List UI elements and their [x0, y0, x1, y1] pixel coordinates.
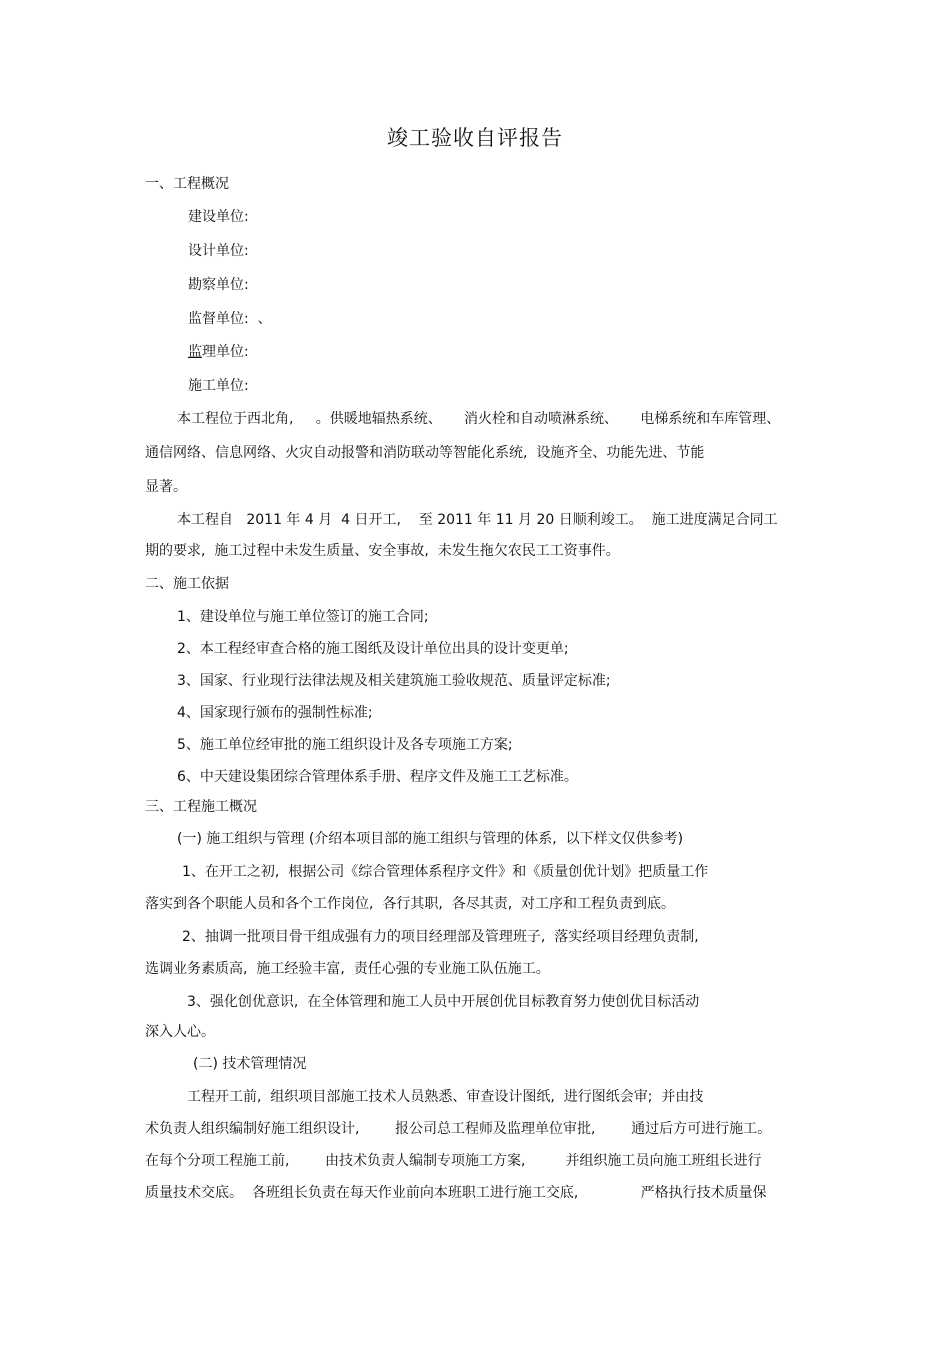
section-heading-overview: 一、工程概况 [145, 176, 229, 192]
field-contractor-unit: 施工单位: [188, 378, 249, 394]
field-survey-unit: 勘察单位: [188, 277, 249, 293]
list-item: 4、国家现行颁布的强制性标准; [177, 705, 373, 721]
paragraph-line: 质量技术交底。 各班组长负责在每天作业前向本班职工进行施工交底, 严格执行技术质量保 [145, 1185, 767, 1201]
subsection-heading: (一) 施工组织与管理 (介绍本项目部的施工组织与管理的体系, 以下样文仅供参考) [177, 831, 684, 847]
field-construction-unit: 建设单位: [188, 209, 249, 225]
paragraph-line: 通信网络、信息网络、火灾自动报警和消防联动等智能化系统, 设施齐全、功能先进、节能 [145, 445, 705, 461]
paragraph-line: 期的要求, 施工过程中未发生质量、安全事故, 未发生拖欠农民工工资事件。 [145, 543, 620, 559]
paragraph-line: 本工程自 2011 年 4 月 4 日开工, 至 2011 年 11 月 20 日顺利竣工。 施工进度满足合同工 [177, 512, 778, 528]
paragraph-line: 3、强化创优意识, 在全体管理和施工人员中开展创优目标教育努力使创优目标活动 [187, 994, 700, 1010]
list-item: 2、本工程经审查合格的施工图纸及设计单位出具的设计变更单; [177, 641, 569, 657]
paragraph-line: 工程开工前, 组织项目部施工技术人员熟悉、审查设计图纸, 进行图纸会审; 并由技 [187, 1089, 704, 1105]
list-item: 1、建设单位与施工单位签订的施工合同; [177, 609, 429, 625]
field-supervision-unit: 监督单位: 、 [188, 311, 272, 327]
field-supervisor-unit [188, 342, 249, 362]
list-item: 3、国家、行业现行法律法规及相关建筑施工验收规范、质量评定标准; [177, 673, 611, 689]
subsection-heading: (二) 技术管理情况 [193, 1056, 307, 1072]
paragraph-line: 在每个分项工程施工前, 由技术负责人编制专项施工方案, 并组织施工员向施工班组长进行 [145, 1153, 762, 1169]
field-supervisor-unit-underlined: 监 [188, 344, 202, 360]
paragraph-line: 术负责人组织编制好施工组织设计, 报公司总工程师及监理单位审批, 通过后方可进行施工。 [145, 1121, 772, 1137]
paragraph-line: 选调业务素质高, 施工经验丰富, 责任心强的专业施工队伍施工。 [145, 961, 550, 977]
paragraph-line: 深入人心。 [145, 1024, 215, 1040]
list-item: 6、中天建设集团综合管理体系手册、程序文件及施工工艺标准。 [177, 769, 578, 785]
paragraph-line: 1、在开工之初, 根据公司《综合管理体系程序文件》和《质量创优计划》把质量工作 [182, 864, 709, 880]
field-design-unit: 设计单位: [188, 243, 249, 259]
paragraph-line: 2、抽调一批项目骨干组成强有力的项目经理部及管理班子, 落实经项目经理负责制, [182, 929, 699, 945]
field-supervisor-unit-rest: 理单位: [202, 344, 249, 360]
section-heading-basis: 二、施工依据 [145, 576, 229, 592]
list-item: 5、施工单位经审批的施工组织设计及各专项施工方案; [177, 737, 513, 753]
section-heading-construction: 三、工程施工概况 [145, 799, 257, 815]
paragraph-line: 落实到各个职能人员和各个工作岗位, 各行其职, 各尽其责, 对工序和工程负责到底。 [145, 896, 676, 912]
paragraph-line: 本工程位于西北角, 。供暖地辐热系统、 消火栓和自动喷淋系统、 电梯系统和车库管理、 [177, 411, 781, 427]
paragraph-line: 显著。 [145, 479, 187, 495]
document-title: 竣工验收自评报告 [387, 126, 563, 150]
